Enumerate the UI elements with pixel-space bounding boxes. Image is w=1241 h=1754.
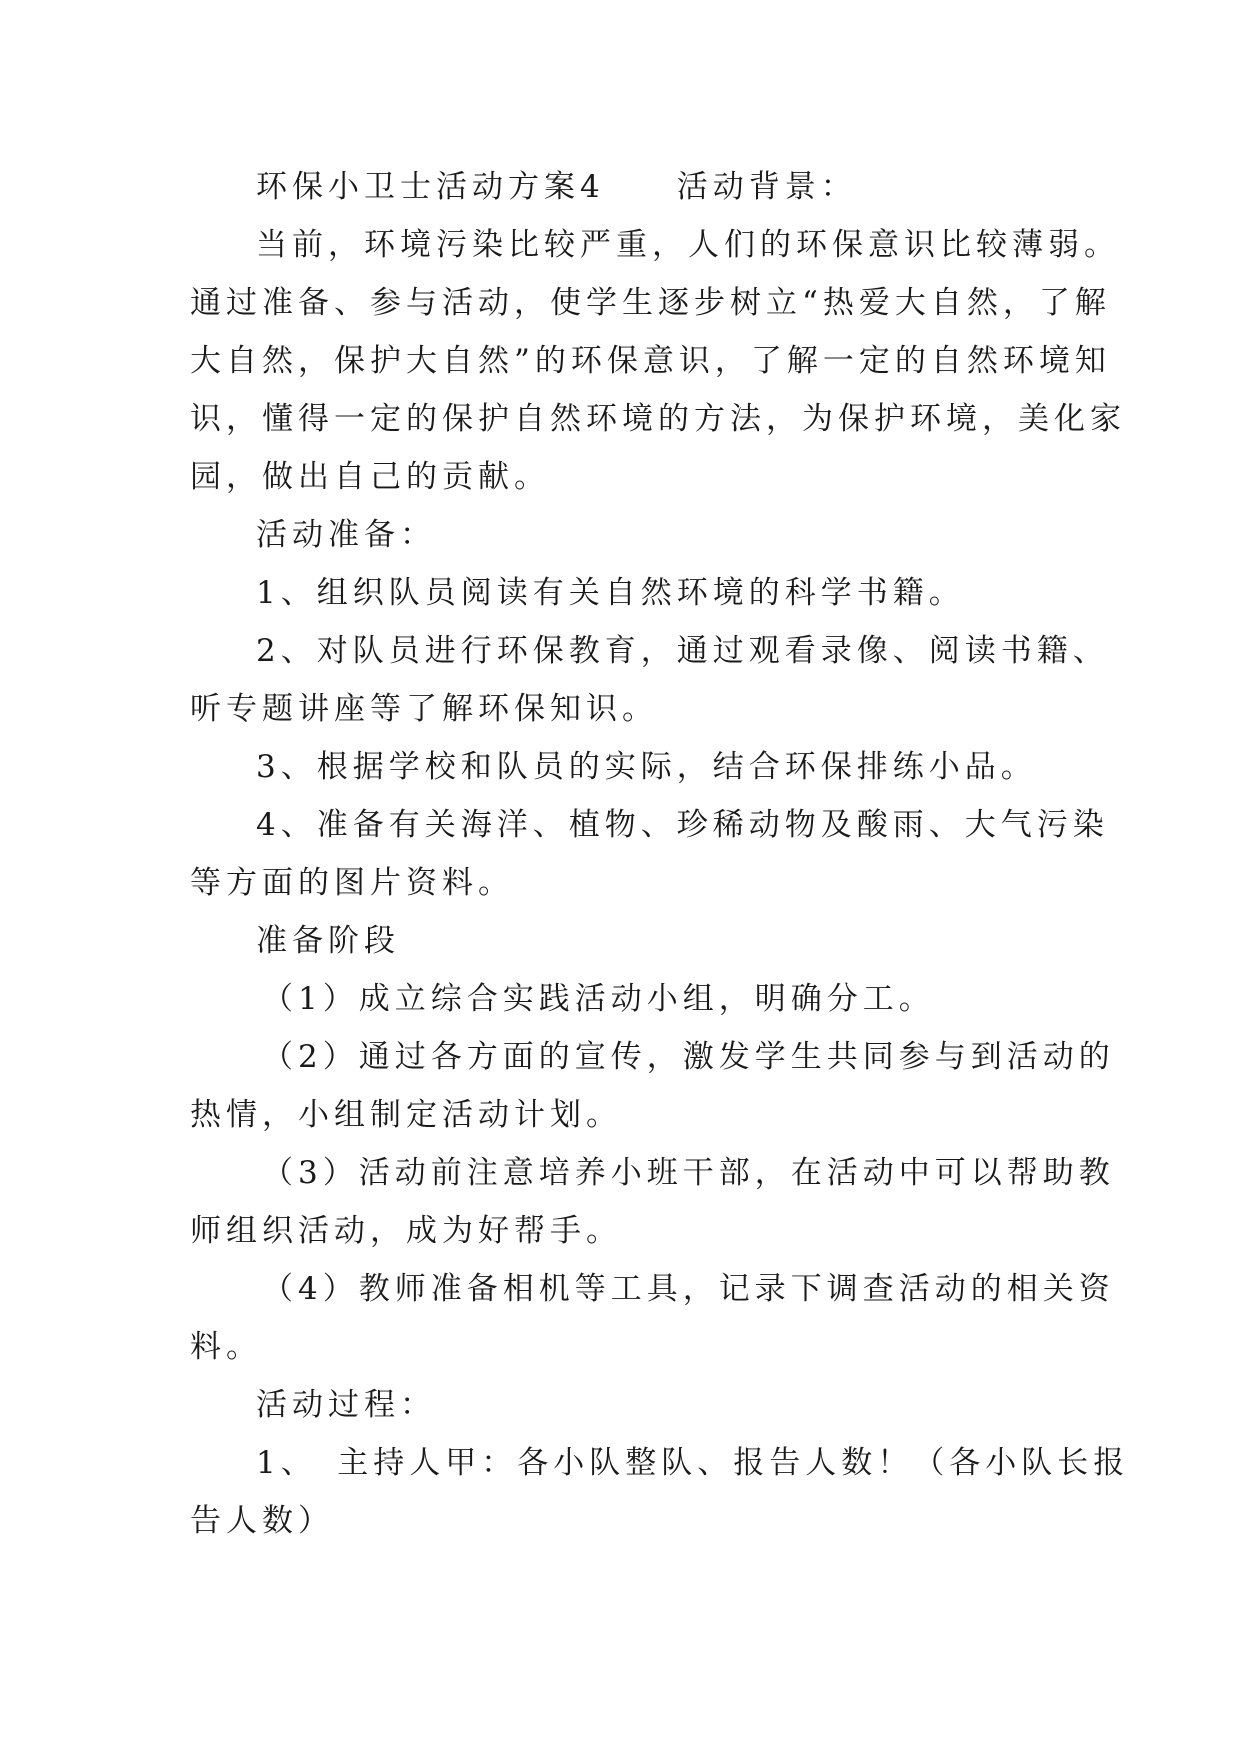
doc-line: （4）教师准备相机等工具，记录下调查活动的相关资 [262, 1271, 1115, 1307]
doc-line: （2）通过各方面的宣传，激发学生共同参与到活动的 [262, 1039, 1115, 1075]
doc-line: 大自然，保护大自然”的环保意识，了解一定的自然环境知 [190, 343, 1111, 379]
doc-heading: 活动过程： [256, 1387, 436, 1423]
doc-line: 当前，环境污染比较严重，人们的环保意识比较薄弱。 [256, 227, 1120, 263]
doc-heading: 活动准备： [256, 517, 436, 553]
doc-line: 4、准备有关海洋、植物、珍稀动物及酸雨、大气污染 [256, 807, 1109, 843]
doc-line: 听专题讲座等了解环保知识。 [190, 691, 658, 727]
doc-line: 料。 [190, 1329, 262, 1365]
doc-line: 2、对队员进行环保教育，通过观看录像、阅读书籍、 [256, 633, 1109, 669]
doc-line: 师组织活动，成为好帮手。 [190, 1213, 622, 1249]
doc-line: 热情，小组制定活动计划。 [190, 1097, 622, 1133]
doc-line-title: 环保小卫士活动方案4 活动背景： [256, 169, 857, 205]
doc-line: 识，懂得一定的保护自然环境的方法，为保护环境，美化家 [190, 401, 1126, 437]
doc-line: 告人数） [190, 1503, 334, 1539]
doc-line: 园，做出自己的贡献。 [190, 459, 550, 495]
doc-line: 1、 主持人甲：各小队整队、报告人数！（各小队长报 [256, 1445, 1130, 1481]
doc-line: （3）活动前注意培养小班干部，在活动中可以帮助教 [262, 1155, 1115, 1191]
doc-line: 3、根据学校和队员的实际，结合环保排练小品。 [256, 749, 1037, 785]
doc-line: 1、组织队员阅读有关自然环境的科学书籍。 [256, 575, 965, 611]
doc-line: 等方面的图片资料。 [190, 865, 514, 901]
doc-heading: 准备阶段 [256, 923, 400, 959]
doc-line: 通过准备、参与活动，使学生逐步树立“热爱大自然，了解 [190, 285, 1111, 321]
doc-line: （1）成立综合实践活动小组，明确分工。 [262, 981, 935, 1017]
